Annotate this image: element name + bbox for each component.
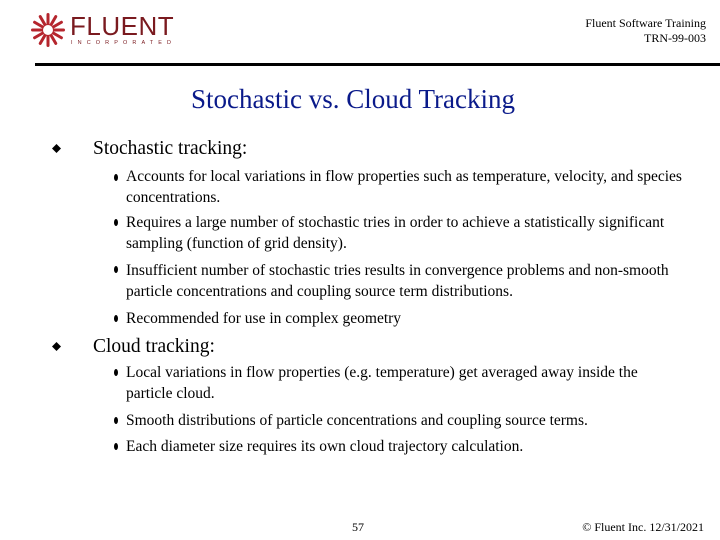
list-item: Requires a large number of stochastic tries in order to achieve a statistically significant sampling (function of grid density). bbox=[126, 214, 665, 252]
training-title: Fluent Software Training bbox=[585, 16, 706, 30]
list-item: Accounts for local variations in flow properties such as temperature, velocity, and species concentrations. bbox=[126, 168, 682, 206]
copyright: © Fluent Inc. 12/31/2021 bbox=[582, 520, 704, 534]
logo-subtext: INCORPORATED bbox=[71, 40, 177, 46]
diamond-bullet-icon bbox=[52, 342, 61, 351]
section-heading-cloud: Cloud tracking: bbox=[93, 336, 215, 357]
diamond-bullet-icon bbox=[52, 144, 61, 153]
list-item: Each diameter size requires its own cloud trajectory calculation. bbox=[126, 438, 524, 455]
list-item: Smooth distributions of particle concentrations and coupling source terms. bbox=[126, 412, 588, 429]
sub-bullet-icon bbox=[114, 369, 118, 376]
sub-bullet-icon bbox=[114, 266, 118, 273]
list-item: Local variations in flow properties (e.g. temperature) get averaged away inside the particle cloud. bbox=[126, 364, 638, 402]
page-number: 57 bbox=[352, 520, 364, 534]
slide-title: Stochastic vs. Cloud Tracking bbox=[190, 84, 515, 114]
list-item: Insufficient number of stochastic tries results in convergence problems and non-smooth particle concentrations and coupling source term distributions. bbox=[126, 262, 669, 300]
sub-bullet-icon bbox=[114, 315, 118, 322]
section-heading-stochastic: Stochastic tracking: bbox=[93, 138, 248, 159]
sub-bullet-icon bbox=[114, 174, 118, 181]
logo-wordmark: FLUENT bbox=[70, 11, 175, 41]
list-item: Recommended for use in complex geometry bbox=[126, 310, 402, 327]
sub-bullet-icon bbox=[114, 219, 118, 226]
sub-bullet-icon bbox=[114, 417, 118, 424]
training-code: TRN-99-003 bbox=[644, 31, 706, 45]
sub-bullet-icon bbox=[114, 443, 118, 450]
